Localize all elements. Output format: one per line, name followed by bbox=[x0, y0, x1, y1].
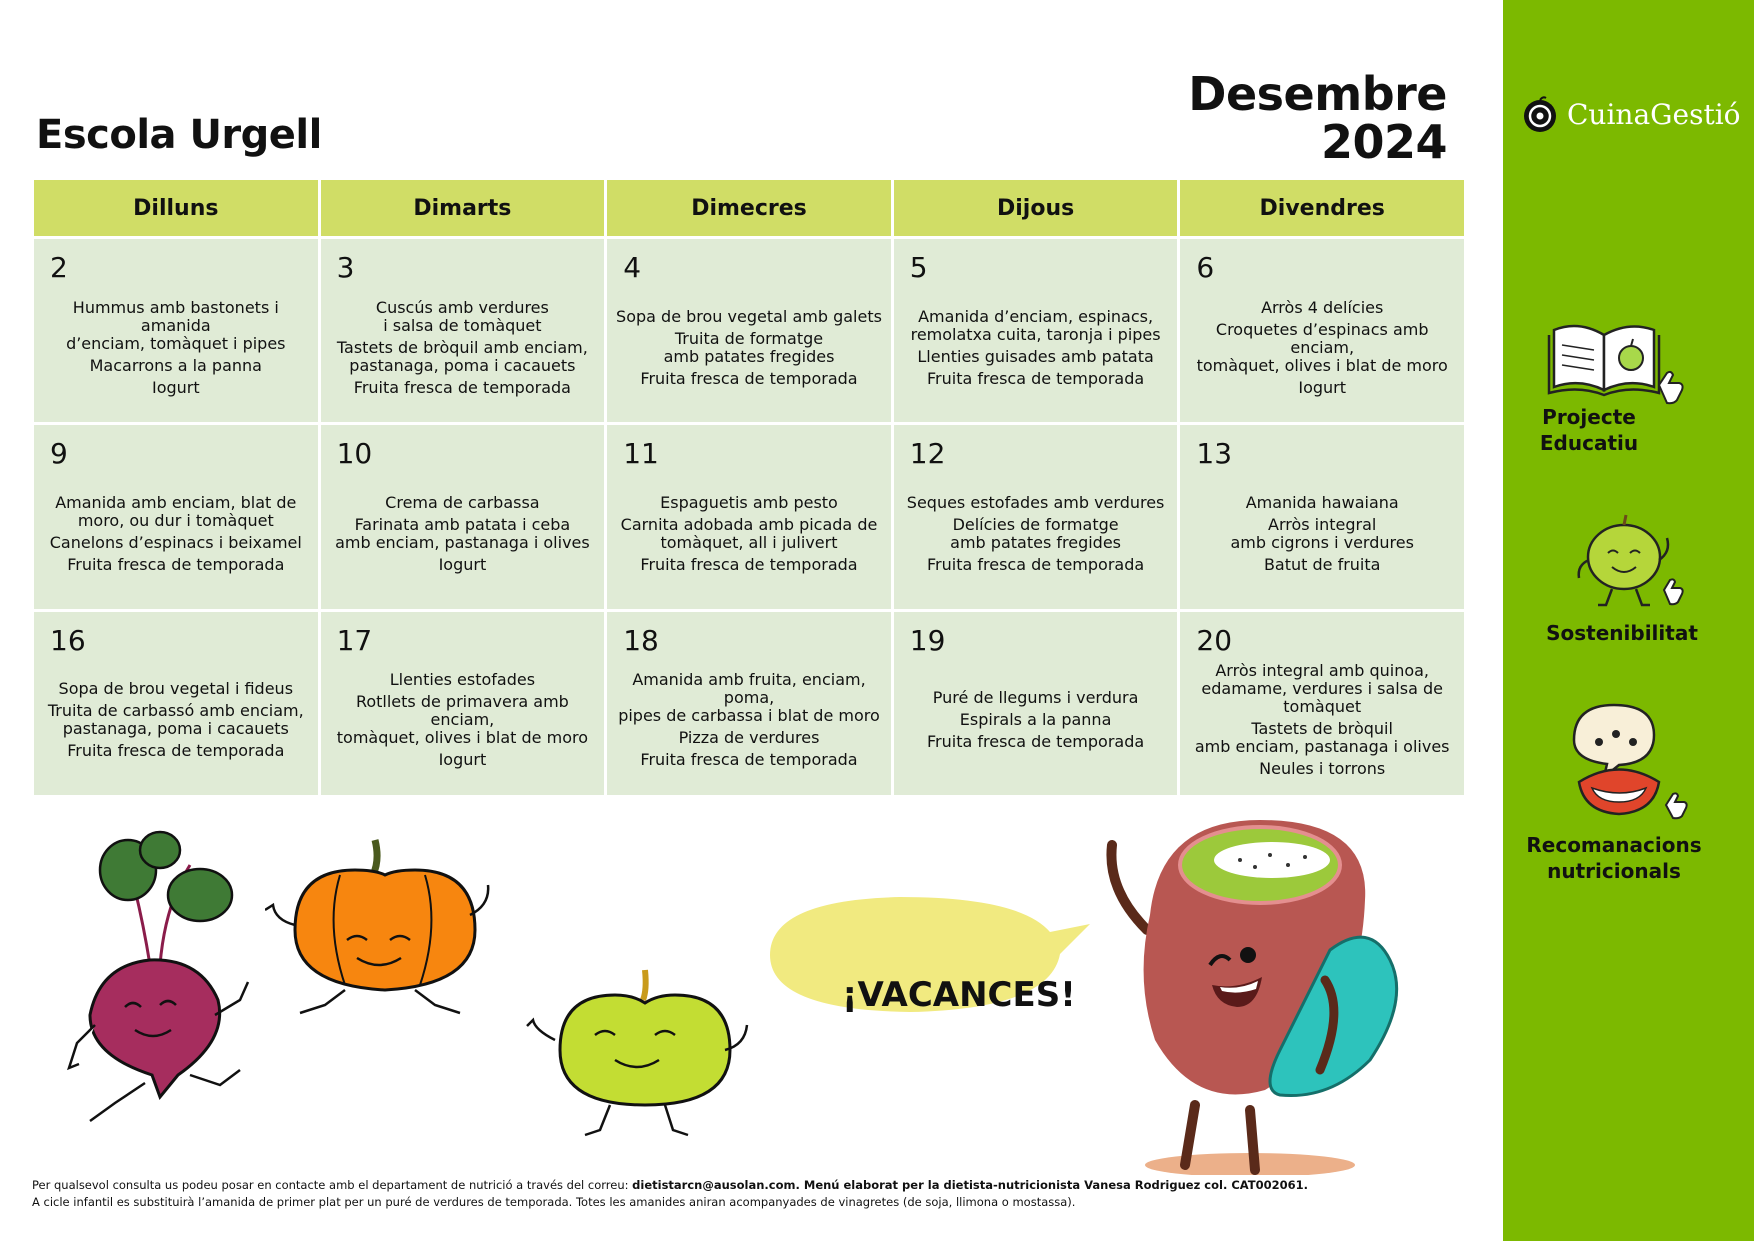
weekday-header: Dimecres bbox=[607, 180, 891, 236]
dish-item: Croquetes d’espinacs amb enciam, tomàquet, olives i blat de moro bbox=[1196, 319, 1448, 375]
pumpkin-character-illustration bbox=[265, 830, 505, 1020]
day-cell bbox=[607, 425, 891, 608]
dish-item: Fruita fresca de temporada bbox=[927, 554, 1145, 574]
dish-item: Espaguetis amb pesto bbox=[660, 492, 838, 512]
dish-item: Fruita fresca de temporada bbox=[640, 368, 858, 388]
dish-item: Fruita fresca de temporada bbox=[353, 377, 571, 397]
day-cell bbox=[34, 239, 318, 422]
dish-item: Delícies de formatge amb patates fregides bbox=[950, 514, 1122, 552]
kiwi-character-illustration bbox=[1100, 815, 1450, 1175]
school-name: Escola Urgell bbox=[36, 112, 322, 158]
dish-item: Batut de fruita bbox=[1263, 554, 1381, 574]
day-number: 17 bbox=[336, 623, 373, 657]
apple-character-icon bbox=[1564, 505, 1694, 610]
dish-item: Arròs integral amb cigrons i verdures bbox=[1230, 514, 1414, 552]
day-number: 18 bbox=[623, 623, 659, 657]
footer-note bbox=[32, 1177, 1308, 1211]
dish-item: Crema de carbassa bbox=[385, 492, 540, 512]
day-number: 11 bbox=[623, 437, 659, 471]
day-cell bbox=[34, 425, 318, 608]
dish-item: Llenties estofades bbox=[389, 670, 536, 690]
footer-line-1: Per qualsevol consulta us podeu posar en contacte amb el departament de nutrició a través del correu: dietistarcn@ausolan.com. Menú elaborat per la dietista-nutricionista Vanesa Rodriguez col. CAT002061. bbox=[32, 1178, 1308, 1192]
footer-line-2: A cicle infantil es substituirà l’amanida de primer plat per un puré de verdures de temporada. Totes les amanides aniran acompanyades de vinagretes (de soja, llimona o mostassa). bbox=[32, 1195, 1076, 1209]
dish-item: Tastets de bròquil amb enciam, pastanaga, poma i cacauets bbox=[336, 337, 588, 375]
day-cell bbox=[894, 425, 1178, 608]
vacances-banner: ¡VACANCES! bbox=[842, 975, 1076, 1015]
dish-item: Llenties guisades amb patata bbox=[917, 346, 1154, 366]
contact-email[interactable]: dietistarcn@ausolan.com bbox=[632, 1178, 796, 1192]
dish-item: Fruita fresca de temporada bbox=[67, 554, 285, 574]
weekday-header: Divendres bbox=[1180, 180, 1464, 236]
day-number: 9 bbox=[50, 437, 68, 471]
month-title bbox=[1188, 67, 1447, 169]
dish-item: Arròs integral amb quinoa, edamame, verdures i salsa de tomàquet bbox=[1201, 661, 1443, 717]
dish-item: Amanida d’enciam, espinacs, remolatxa cuita, taronja i pipes bbox=[910, 306, 1161, 344]
sidebar-item-label: Sostenibilitat bbox=[1546, 621, 1698, 645]
day-number: 19 bbox=[909, 623, 946, 657]
day-number: 13 bbox=[1196, 437, 1233, 471]
dish-item: Sopa de brou vegetal i fideus bbox=[58, 679, 294, 699]
dish-item: Fruita fresca de temporada bbox=[927, 368, 1145, 388]
day-cell bbox=[34, 612, 318, 795]
dish-item: Truita de carbassó amb enciam, pastanaga, poma i cacauets bbox=[47, 701, 304, 739]
sidebar-item-label: Projecte Educatiu bbox=[1539, 405, 1639, 455]
dish-item: Sopa de brou vegetal amb galets bbox=[616, 306, 882, 326]
day-cell bbox=[894, 612, 1178, 795]
dish-item: Fruita fresca de temporada bbox=[640, 750, 858, 770]
speech-mouth-icon bbox=[1554, 700, 1704, 830]
day-cell bbox=[1180, 612, 1464, 795]
day-number: 6 bbox=[1196, 251, 1215, 284]
day-cell bbox=[321, 612, 605, 795]
weekday-header: Dimarts bbox=[321, 180, 605, 236]
day-number: 20 bbox=[1196, 623, 1233, 657]
day-number: 4 bbox=[623, 251, 642, 284]
day-number: 3 bbox=[336, 251, 355, 284]
day-cell bbox=[321, 425, 605, 608]
dish-item: Pizza de verdures bbox=[678, 728, 820, 748]
day-cell bbox=[607, 239, 891, 422]
weekday-header: Dilluns bbox=[34, 180, 318, 236]
dish-item: Fruita fresca de temporada bbox=[927, 732, 1145, 752]
dish-item: Iogurt bbox=[151, 377, 200, 397]
sidebar-item-projecte-educatiu[interactable] bbox=[1494, 310, 1724, 456]
menu-calendar bbox=[34, 180, 1464, 795]
day-cell bbox=[1180, 239, 1464, 422]
logo-mark-icon bbox=[1521, 95, 1559, 133]
open-book-icon bbox=[1534, 310, 1684, 410]
dish-item: Seques estofades amb verdures bbox=[906, 492, 1165, 512]
dish-item: Truita de formatge amb patates fregides bbox=[663, 328, 835, 366]
dish-item: Amanida amb enciam, blat de moro, ou dur i tomàquet bbox=[55, 492, 297, 530]
apple-character-illustration bbox=[515, 960, 755, 1140]
sidebar-item-recomanacions[interactable] bbox=[1514, 700, 1744, 884]
day-cell bbox=[1180, 425, 1464, 608]
sidebar-item-sostenibilitat[interactable] bbox=[1514, 505, 1744, 646]
dish-item: Amanida hawaiana bbox=[1245, 492, 1399, 512]
dish-item: Carnita adobada amb picada de tomàquet, all i julivert bbox=[620, 514, 878, 552]
dish-item: Tastets de bròquil amb enciam, pastanaga i olives bbox=[1194, 719, 1450, 757]
beet-character-illustration bbox=[50, 825, 270, 1125]
dish-item: Macarrons a la panna bbox=[89, 355, 262, 375]
dish-item: Iogurt bbox=[438, 750, 487, 770]
dish-item: Iogurt bbox=[1298, 377, 1347, 397]
logo-text: CuinaGestió bbox=[1567, 97, 1741, 131]
dish-item: Fruita fresca de temporada bbox=[640, 554, 858, 574]
dish-item: Neules i torrons bbox=[1259, 759, 1386, 779]
dish-item: Farinata amb patata i ceba amb enciam, pastanaga i olives bbox=[335, 514, 590, 552]
day-number: 12 bbox=[909, 437, 946, 471]
year: 2024 bbox=[1320, 115, 1447, 169]
day-cell bbox=[894, 239, 1178, 422]
day-number: 5 bbox=[909, 251, 928, 284]
dish-item: Iogurt bbox=[438, 554, 487, 574]
dish-item: Fruita fresca de temporada bbox=[67, 741, 285, 761]
sidebar-item-label: Recomanacions nutricionals bbox=[1526, 833, 1702, 883]
day-number: 2 bbox=[50, 251, 68, 284]
month-name: Desembre bbox=[1188, 67, 1447, 121]
day-cell bbox=[607, 612, 891, 795]
dish-item: Espirals a la panna bbox=[959, 710, 1112, 730]
dish-item: Amanida amb fruita, enciam, poma, pipes de carbassa i blat de moro bbox=[618, 670, 880, 726]
dish-item: Cuscús amb verdures i salsa de tomàquet bbox=[375, 297, 549, 335]
dish-item: Canelons d’espinacs i beixamel bbox=[49, 532, 302, 552]
day-number: 16 bbox=[50, 623, 86, 657]
weekday-header: Dijous bbox=[894, 180, 1178, 236]
day-number: 10 bbox=[336, 437, 373, 471]
day-cell bbox=[321, 239, 605, 422]
dish-item: Arròs 4 delícies bbox=[1261, 297, 1384, 317]
dish-item: Hummus amb bastonets i amanida d’enciam, tomàquet i pipes bbox=[66, 297, 286, 353]
dish-item: Puré de llegums i verdura bbox=[932, 688, 1139, 708]
cuinagestio-logo[interactable] bbox=[1521, 92, 1751, 136]
dish-item: Rotllets de primavera amb enciam, tomàquet, olives i blat de moro bbox=[336, 692, 588, 748]
